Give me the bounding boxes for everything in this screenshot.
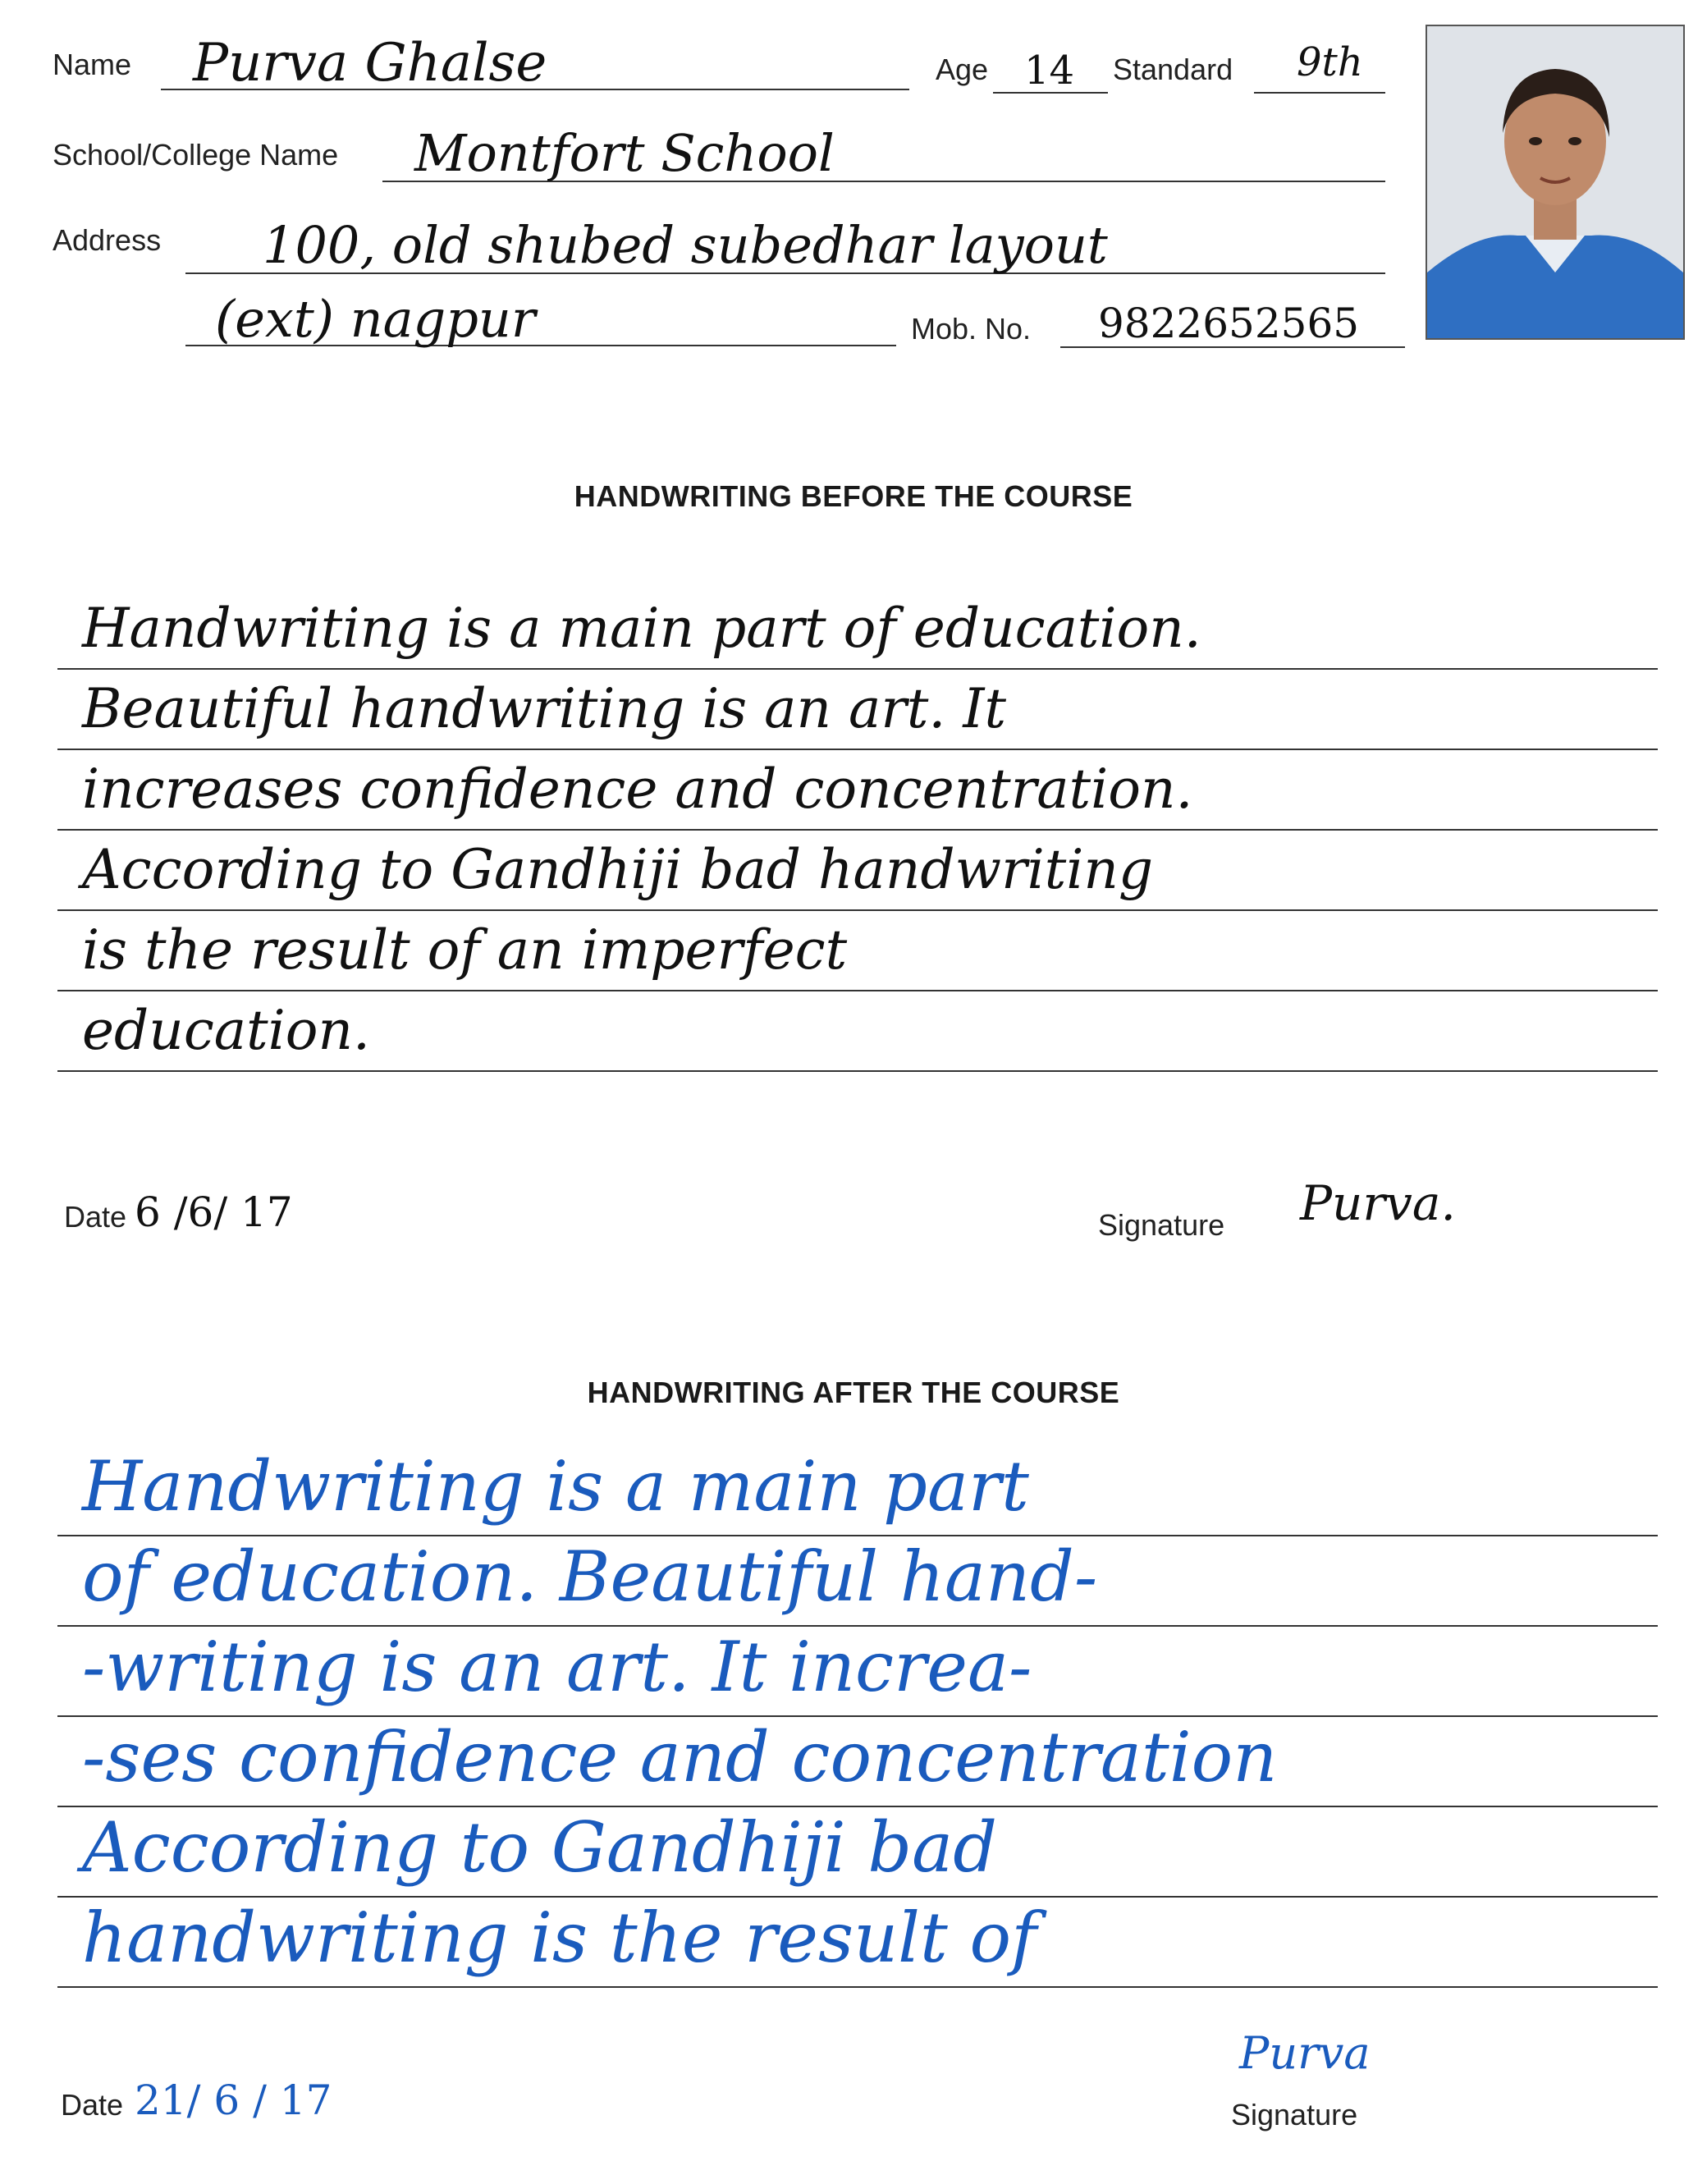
before-rule-4: [57, 909, 1658, 911]
before-line-4: [57, 832, 1658, 911]
before-heading: HANDWRITING BEFORE THE COURSE: [574, 479, 1133, 513]
after-text-2: of education. Beautiful hand-: [82, 1536, 1098, 1617]
name-value: Purva Ghalse: [193, 33, 547, 94]
before-line-5: [57, 913, 1658, 991]
address-line-2: (ext) nagpur: [215, 289, 536, 349]
address-label: Address: [53, 223, 162, 257]
before-line-3: [57, 752, 1658, 831]
standard-underline: [1254, 92, 1385, 94]
mobile-value: 9822652565: [1098, 300, 1360, 347]
after-text-3: -writing is an art. It increa-: [82, 1627, 1032, 1707]
after-line-4: [57, 1717, 1658, 1807]
student-photo-image: [1427, 26, 1683, 338]
before-signature-label: Signature: [1098, 1208, 1225, 1242]
after-line-1: [57, 1446, 1658, 1536]
before-line-2: [57, 671, 1658, 750]
mobile-label: Mob. No.: [911, 312, 1032, 346]
after-line-5: [57, 1807, 1658, 1898]
age-label: Age: [936, 53, 989, 86]
before-line-1: [57, 591, 1658, 670]
after-line-6: [57, 1898, 1658, 1988]
before-rule-6: [57, 1070, 1658, 1072]
before-date-value: 6 /6/ 17: [135, 1188, 293, 1236]
address-line-1: 100, old shubed subedhar layout: [263, 215, 1108, 275]
before-rule-3: [57, 829, 1658, 831]
before-rule-1: [57, 668, 1658, 670]
school-label: School/College Name: [53, 138, 339, 172]
before-text-3: increases confidence and concentration.: [82, 758, 1193, 821]
before-date-label: Date: [64, 1200, 127, 1234]
before-rule-5: [57, 990, 1658, 991]
after-text-4: -ses confidence and concentration: [82, 1717, 1278, 1797]
before-signature-value: Purva.: [1300, 1175, 1456, 1231]
standard-label: Standard: [1113, 53, 1233, 86]
after-date-label: Date: [61, 2088, 124, 2122]
student-photo: [1426, 25, 1685, 340]
after-text-6: handwriting is the result of: [82, 1898, 1037, 1978]
before-text-6: education.: [82, 999, 370, 1062]
name-label: Name: [53, 48, 132, 81]
after-line-3: [57, 1627, 1658, 1717]
after-signature-value: Purva: [1239, 2027, 1371, 2079]
before-rule-2: [57, 749, 1658, 750]
after-text-5: According to Gandhiji bad: [82, 1807, 997, 1888]
before-line-6: [57, 993, 1658, 1072]
before-text-2: Beautiful handwriting is an art. It: [82, 677, 1006, 740]
after-text-1: Handwriting is a main part: [82, 1446, 1029, 1527]
before-text-5: is the result of an imperfect: [82, 918, 848, 982]
after-heading: HANDWRITING AFTER THE COURSE: [587, 1376, 1120, 1409]
standard-value: 9th: [1297, 39, 1363, 85]
before-text-4: According to Gandhiji bad handwriting: [82, 838, 1154, 901]
after-line-2: [57, 1536, 1658, 1627]
age-value: 14: [1024, 48, 1075, 94]
school-value: Montfort School: [414, 123, 835, 183]
after-rule-6: [57, 1986, 1658, 1988]
before-text-1: Handwriting is a main part of education.: [82, 597, 1201, 660]
after-signature-label: Signature: [1231, 2098, 1358, 2131]
after-date-value: 21/ 6 / 17: [135, 2076, 332, 2124]
